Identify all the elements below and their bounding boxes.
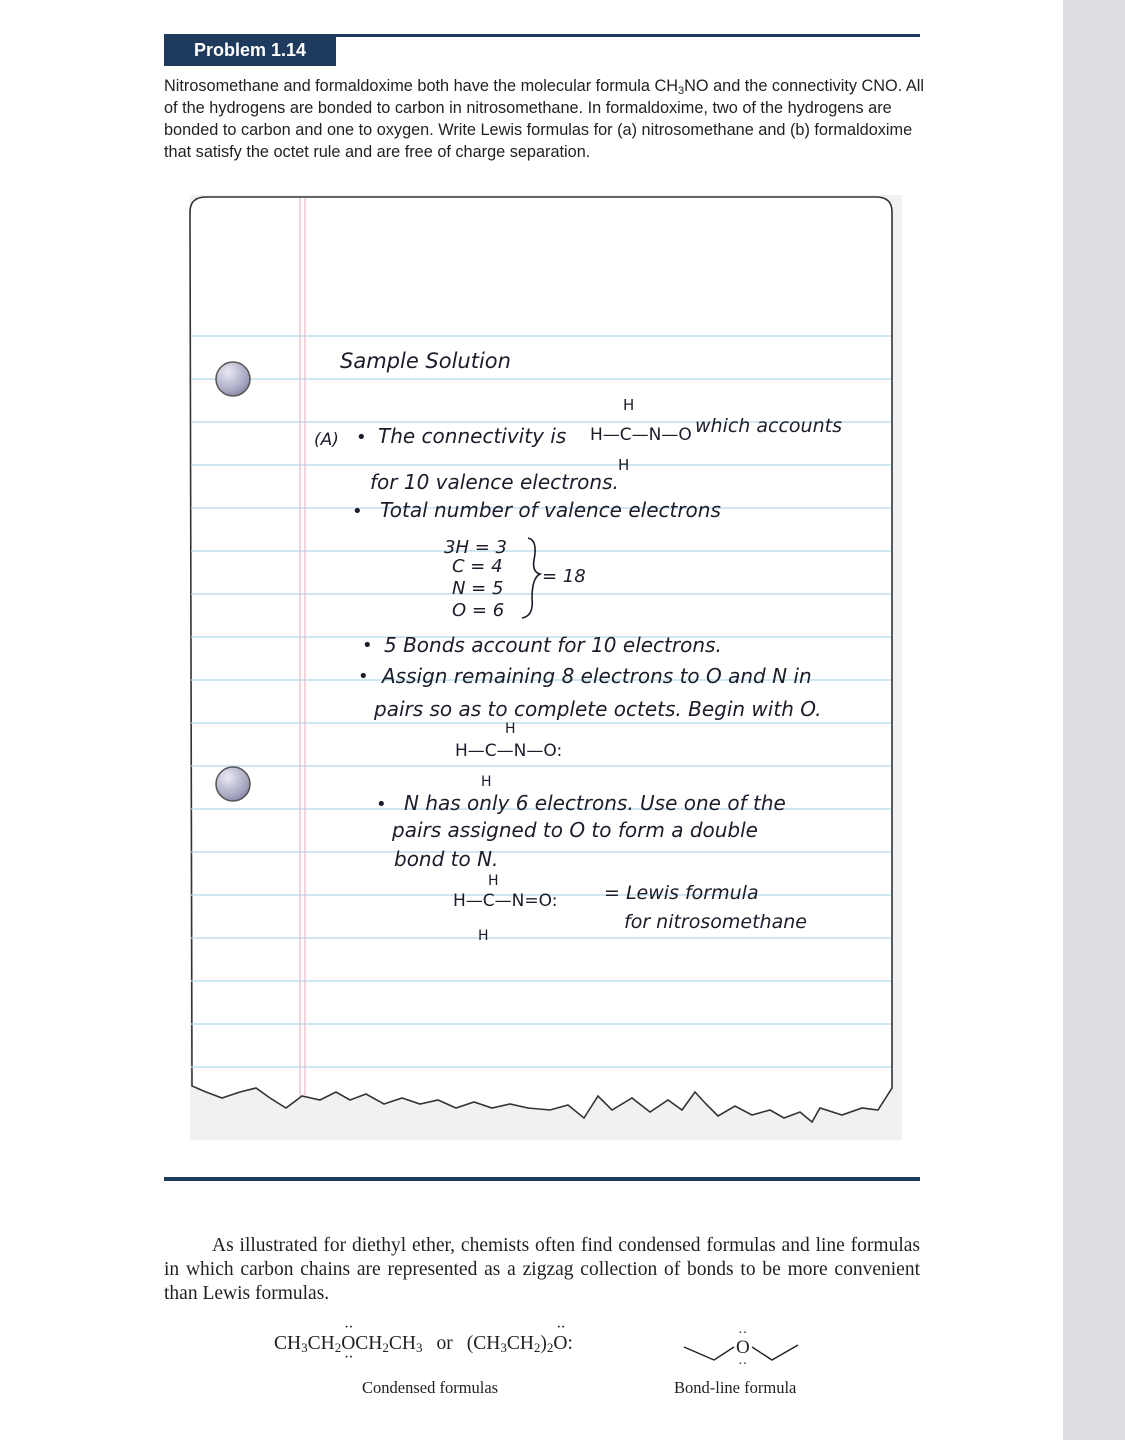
line-valence: for 10 valence electrons. xyxy=(370,470,619,494)
or-word: or xyxy=(436,1333,453,1354)
bullet: • xyxy=(358,666,369,687)
punch-hole xyxy=(216,767,250,801)
bondline-oxygen: O xyxy=(736,1337,750,1358)
bond-line-formula xyxy=(680,1320,810,1370)
line-assign: Assign remaining 8 electrons to O and N in xyxy=(382,664,812,688)
oxygen-atom: ·· O xyxy=(553,1333,567,1355)
line-total: Total number of valence electrons xyxy=(380,498,721,522)
h-atom-top: H xyxy=(623,396,635,414)
count-total: = 18 xyxy=(542,566,586,587)
h-atom-bottom: H xyxy=(478,928,489,944)
line-connectivity: The connectivity is xyxy=(378,424,567,448)
count-o: O = 6 xyxy=(452,600,505,621)
problem-text: Nitrosomethane and formaldoxime both have the molecular formula $CH_3NO$ and the connectivity CNO. All of the hydrogens are bonded to carbon in nitrosomethane. In formaldoxime, two of the hydrogens are bonded to carbon and one to oxygen. Write Lewis formulas for (a) nitrosomethane and (b) formaldoxime that satisfy the octet rule and are free of charge separation. xyxy=(164,77,924,161)
caption-condensed: Condensed formulas xyxy=(362,1378,499,1397)
h-atom-top: H xyxy=(488,873,499,889)
h-atom-bottom: H xyxy=(618,456,630,474)
partial-structure: H—C—N—O: xyxy=(455,741,563,761)
result-label: = Lewis formula xyxy=(604,882,759,904)
h-atom-bottom: H xyxy=(481,774,492,790)
punch-hole xyxy=(216,362,250,396)
line-pairs-assigned: pairs assigned to O to form a double xyxy=(392,818,758,842)
body-paragraph: As illustrated for diethyl ether, chemists often find condensed formulas and line formulas in which carbon chains are represented as a zigzag collection of bonds to be more convenient than Lewis formulas. xyxy=(164,1235,920,1304)
part-label: (A) xyxy=(314,430,339,450)
problem-tab: Problem 1.14 xyxy=(164,34,336,66)
condensed-formulas: $CH_3CH_2\cdot\cdot O \cdot\cdot CH_2CH_3$ or $(CH_3CH_2)_2\cdot\cdot O$: xyxy=(274,1333,573,1355)
count-c: C = 4 xyxy=(452,556,503,577)
bullet: • xyxy=(376,794,387,815)
result-label-2: for nitrosomethane xyxy=(624,911,807,933)
section-rule xyxy=(164,1177,920,1181)
count-n: N = 5 xyxy=(452,578,504,599)
line-bonds: 5 Bonds account for 10 electrons. xyxy=(384,633,722,657)
final-structure: H—C—N=O: xyxy=(453,891,558,911)
line-pairs: pairs so as to complete octets. Begin with O. xyxy=(374,697,822,721)
bullet: • xyxy=(356,427,367,448)
bullet: • xyxy=(362,635,373,656)
line-n-electrons: N has only 6 electrons. Use one of the xyxy=(404,791,786,815)
h-atom-top: H xyxy=(505,721,516,737)
count-h: 3H = 3 xyxy=(444,537,507,558)
line-accounts: which accounts xyxy=(695,415,842,437)
line-bond-to-n: bond to N. xyxy=(394,847,499,871)
connectivity-formula: H—C—N—O xyxy=(590,425,692,445)
bullet: • xyxy=(352,501,363,522)
lone-pair: ·· xyxy=(738,1326,748,1341)
oxygen-atom: ·· O ·· xyxy=(341,1333,355,1355)
lone-pair: ·· xyxy=(738,1357,748,1370)
caption-bondline: Bond-line formula xyxy=(674,1378,797,1397)
solution-heading: Sample Solution xyxy=(340,349,511,373)
